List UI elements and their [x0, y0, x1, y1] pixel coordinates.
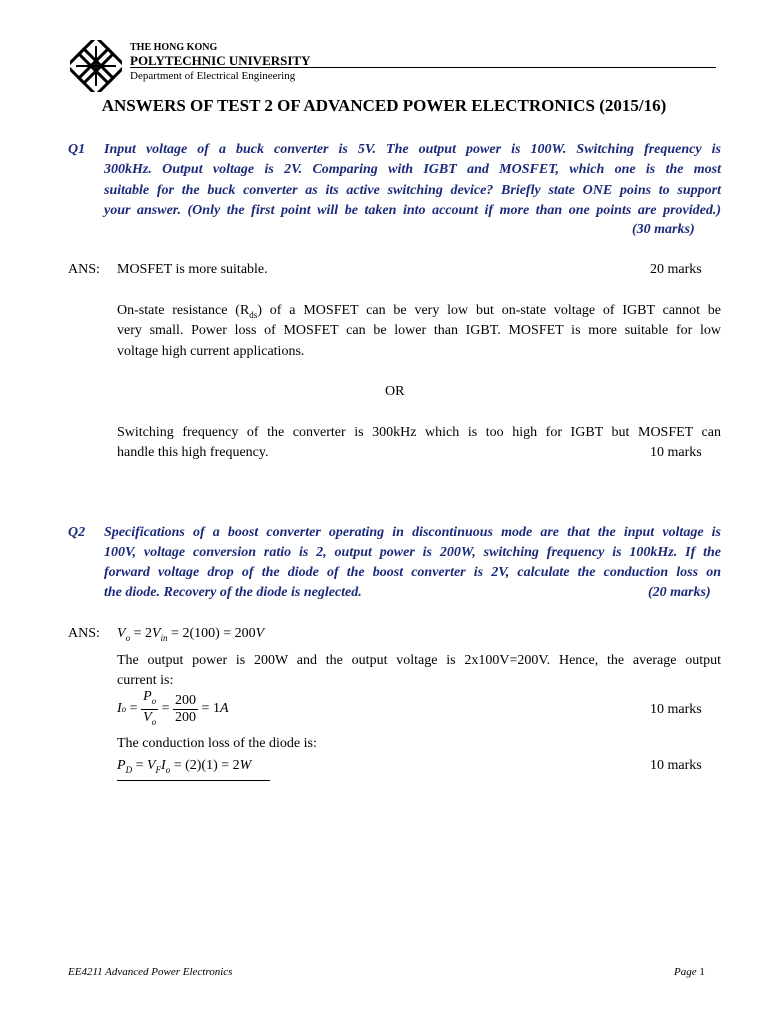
q2-text-line: The conduction loss of the diode is:: [117, 736, 317, 751]
q2-text-line: The output power is 200W and the output voltage is 2x100V=200V. Hence, the average output: [117, 653, 721, 668]
q1-line: your answer. (Only the first point will be taken into account if more than one points are provided.): [104, 203, 721, 218]
q1-marks: (30 marks): [632, 222, 695, 237]
q1-para1-line: On-state resistance $(R_{ds})$ of a MOSFET can be very low but on-state voltage of IGBT cannot be: [117, 303, 722, 320]
q1-para1-line: very small. Power loss of MOSFET can be lower than IGBT. MOSFET is more suitable for low: [117, 323, 721, 338]
q2-ans-label: ANS:: [68, 626, 100, 641]
q1-or: OR: [385, 384, 405, 399]
q2-line: 100V, voltage conversion ratio is 2, output power is 200W, switching frequency is 100kHz. If the: [104, 545, 721, 560]
polyu-logo-icon: [70, 40, 122, 92]
footer-page: Page 1: [674, 966, 705, 978]
q2-equation-io: I o = $\frac{P_o}{V_o}$ = $\frac{200}{200}$ = 1 A: [117, 688, 229, 727]
q2-line: the diode. Recovery of the diode is neglected.: [104, 585, 362, 600]
q1-para2-line: Switching frequency of the converter is 300kHz which is too high for IGBT but MOSFET can: [117, 425, 721, 440]
q1-para2-marks: 10 marks: [650, 445, 702, 460]
page-title: ANSWERS OF TEST 2 OF ADVANCED POWER ELECTRONICS (2015/16): [101, 96, 667, 115]
header-rule: [130, 67, 716, 68]
q1-line: 300kHz. Output voltage is 2V. Comparing with IGBT and MOSFET, which one is the most: [104, 162, 721, 177]
q2-text-line: current is:: [117, 673, 174, 688]
header-small-line: THE HONG KONG: [130, 42, 218, 53]
q1-para1-line: voltage high current applications.: [117, 344, 305, 359]
department-name: Department of Electrical Engineering: [130, 70, 296, 82]
q1-ans-main: MOSFET is more suitable.: [117, 262, 268, 277]
q2-eq3-marks: 10 marks: [650, 758, 702, 773]
q1-ans-main-marks: 20 marks: [650, 262, 702, 277]
q2-marks: (20 marks): [648, 585, 711, 600]
footer-course: EE4211 Advanced Power Electronics: [68, 966, 233, 978]
q2-equation-pd: $P_D = V_FI_o = (2)(1) = 2W$: [117, 758, 252, 775]
q2-equation-vo: $V_o = 2V_{in} = 2(100) = 200V$: [117, 626, 265, 643]
q1-para2-line: handle this high frequency.: [117, 445, 269, 460]
q1-number: Q1: [68, 142, 86, 157]
q1-ans-label: ANS:: [68, 262, 100, 277]
university-name: POLYTECHNIC UNIVERSITY: [130, 53, 311, 68]
q2-number: Q2: [68, 525, 86, 540]
answer-underline: [117, 780, 270, 781]
q1-line: Input voltage of a buck converter is 5V. The output power is 100W. Switching frequency is: [104, 142, 721, 157]
q1-line: suitable for the buck converter as its active switching device? Briefly state ONE poins to support: [104, 183, 721, 198]
q2-eq2-marks: 10 marks: [650, 702, 702, 717]
q2-line: forward voltage drop of the diode of the boost converter is 2V, calculate the conduction loss on: [104, 565, 721, 580]
q2-line: Specifications of a boost converter operating in discontinuous mode are that the input voltage is: [104, 525, 721, 540]
